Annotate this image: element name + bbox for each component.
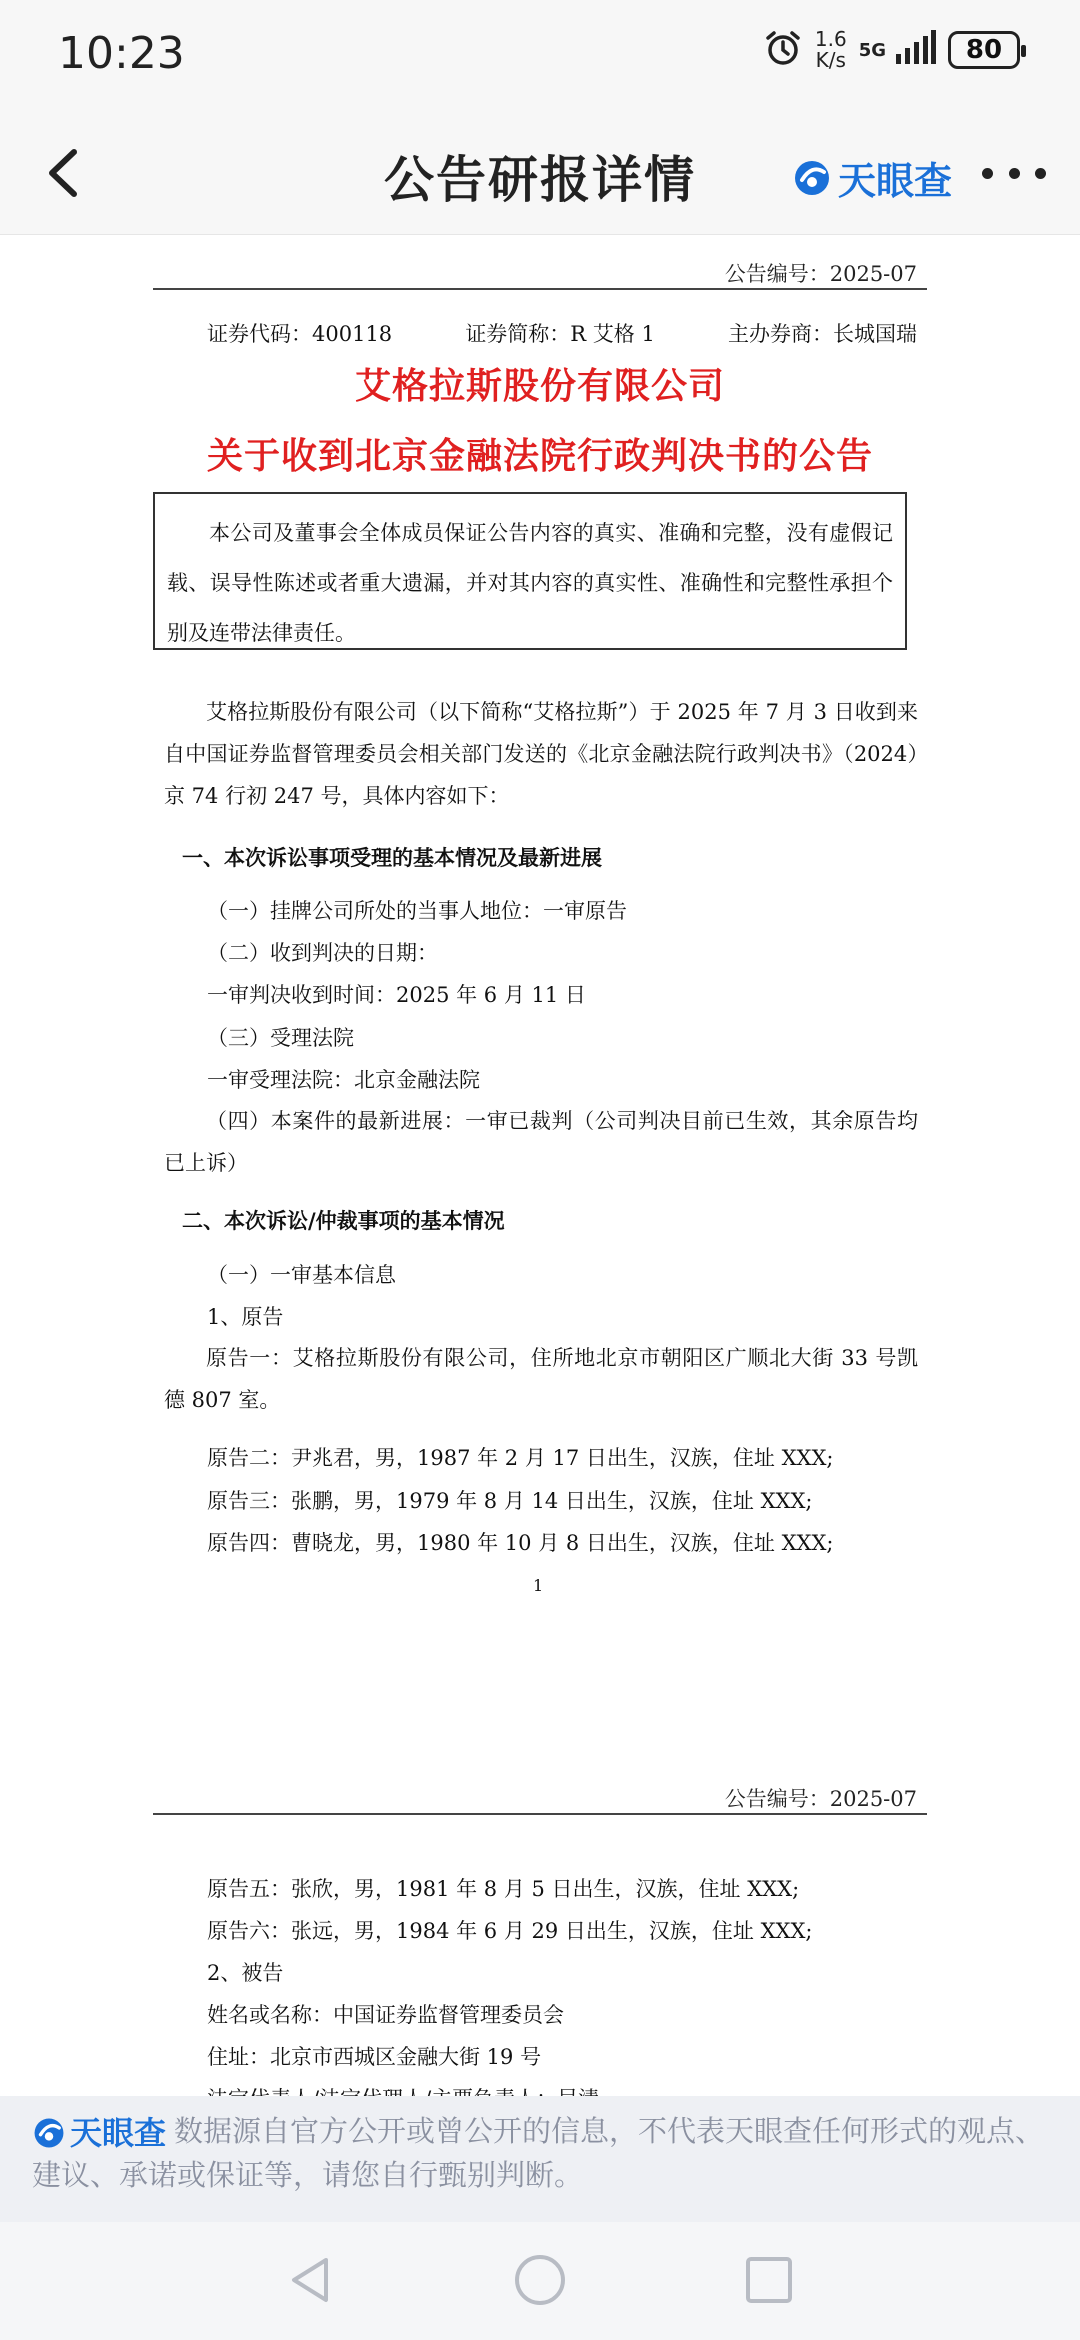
- status-bar: [0, 0, 1080, 110]
- nav-recents-icon: [741, 2252, 797, 2308]
- disclaimer-brand: 天眼查: [32, 2112, 166, 2154]
- more-icon: [982, 168, 993, 179]
- tianyancha-logo-icon: [792, 158, 832, 198]
- announcement-number: 公告编号：2025-07: [724, 262, 917, 286]
- plaintiff-line: 原告二：尹兆君，男，1987 年 2 月 17 日出生，汉族，住址 XXX;: [207, 1446, 834, 1470]
- more-button[interactable]: [982, 160, 1046, 186]
- company-title: 艾格拉斯股份有限公司: [354, 365, 725, 407]
- tianyancha-logo-icon: [32, 2116, 66, 2150]
- nav-recents-button[interactable]: [741, 2252, 797, 2308]
- announcement-number-page2: 公告编号：2025-07: [724, 1787, 917, 1811]
- nav-home-icon: [512, 2252, 568, 2308]
- section-2-heading: 二、本次诉讼/仲裁事项的基本情况: [182, 1208, 505, 1233]
- brand-logo[interactable]: [792, 150, 952, 205]
- s2-subheading: （一）一审基本信息: [207, 1263, 396, 1287]
- alarm-icon: [763, 28, 803, 72]
- board-guarantee-notice: 本公司及董事会全体成员保证公告内容的真实、准确和完整，没有虚假记载、误导性陈述或者重大遗漏，并对其内容的真实性、准确性和完整性承担个别及连带法律责任。: [153, 492, 907, 650]
- stock-code: 证券代码：400118: [207, 322, 393, 346]
- case-progress: （四）本案件的最新进展：一审已裁判（公司判决目前已生效，其余原告均已上诉）: [164, 1109, 918, 1175]
- announcement-title: 关于收到北京金融法院行政判决书的公告: [206, 435, 873, 477]
- broker: 主办券商：长城国瑞: [727, 322, 917, 346]
- s1-item: （一）挂牌公司所处的当事人地位：一审原告: [207, 899, 627, 923]
- status-time: 10:23: [58, 28, 185, 79]
- s1-item: 一审判决收到时间：2025 年 6 月 11 日: [207, 983, 586, 1007]
- s1-item: （三）受理法院: [207, 1026, 354, 1050]
- s1-item: （二）收到判决的日期：: [207, 941, 438, 965]
- announcement-document[interactable]: [0, 236, 1080, 2096]
- nav-back-icon: [282, 2252, 338, 2308]
- signal-icon: [894, 30, 936, 70]
- section-1-heading: 一、本次诉讼事项受理的基本情况及最新进展: [182, 845, 602, 870]
- system-nav-bar: [0, 2222, 1080, 2340]
- disclaimer-text: 数据源自官方公开或曾公开的信息，不代表天眼查任何形式的观点、建议、承诺或保证等，请您自行甄别判断。: [32, 2114, 1045, 2192]
- header-rule-page2: [153, 1813, 927, 1815]
- page-title: 公告研报详情: [384, 151, 696, 209]
- page2-line: 原告五：张欣，男，1981 年 8 月 5 日出生，汉族，住址 XXX;: [207, 1877, 800, 1901]
- network-type: 5G: [858, 39, 886, 61]
- security-info-row: [207, 318, 917, 348]
- page2-line: 姓名或名称：中国证券监督管理委员会: [207, 2003, 564, 2027]
- stock-name: 证券简称：R 艾格 1: [465, 322, 655, 346]
- header-rule: [153, 288, 927, 290]
- network-speed: 1.6 K/s: [814, 27, 847, 72]
- nav-back-button[interactable]: [282, 2252, 338, 2308]
- nav-home-button[interactable]: [512, 2252, 568, 2308]
- plaintiff-label: 1、原告: [207, 1305, 284, 1329]
- status-icons: [763, 28, 1020, 72]
- page2-line: 原告六：张远，男，1984 年 6 月 29 日出生，汉族，住址 XXX;: [207, 1919, 813, 1943]
- plaintiff-1: 原告一：艾格拉斯股份有限公司，住所地北京市朝阳区广顺北大街 33 号凯德 807 室。: [164, 1346, 918, 1412]
- page2-line: 2、被告: [207, 1961, 284, 1985]
- plaintiff-line: 原告三：张鹏，男，1979 年 8 月 14 日出生，汉族，住址 XXX;: [207, 1489, 813, 1513]
- plaintiff-line: 原告四：曹晓龙，男，1980 年 10 月 8 日出生，汉族，住址 XXX;: [207, 1531, 834, 1555]
- brand-name: 天眼查: [838, 159, 953, 203]
- page-number: 1: [533, 1576, 544, 1595]
- intro-paragraph: 艾格拉斯股份有限公司（以下简称“艾格拉斯”）于 2025 年 7 月 3 日收到来自中国证券监督管理委员会相关部门发送的《北京金融法院行政判决书》（2024）京 74 行初 247 号，具体内容如下：: [164, 700, 918, 808]
- s1-item: 一审受理法院：北京金融法院: [207, 1068, 480, 1092]
- app-header: [0, 110, 1080, 235]
- battery-indicator: 80: [948, 31, 1020, 69]
- page2-line: 住址：北京市西城区金融大街 19 号: [207, 2045, 542, 2069]
- disclaimer-banner: [0, 2096, 1080, 2222]
